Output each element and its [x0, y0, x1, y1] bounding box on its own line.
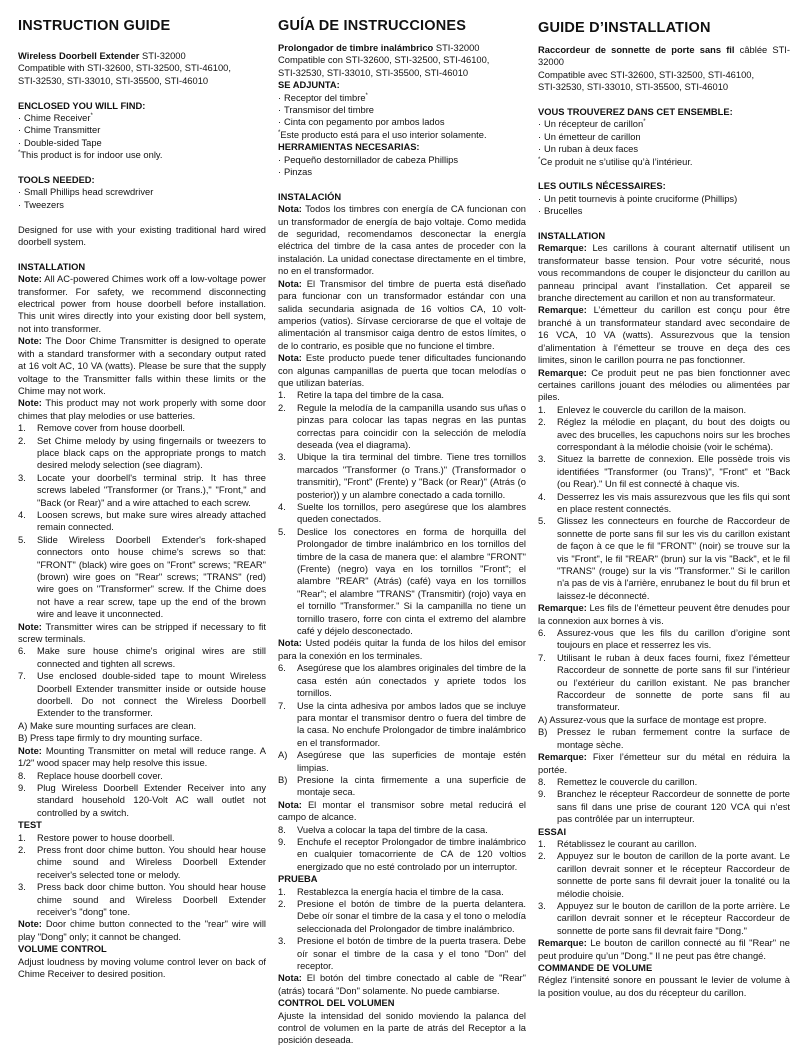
english-volume-heading: VOLUME CONTROL	[18, 944, 107, 955]
spanish-volume-text: Ajuste la intensidad del sonido moviendo la palanca del control de volumen en la parte de atrás del Receptor a la posición deseada.	[278, 1010, 526, 1046]
spanish-compat-line-1: Compatible con STI-32600, STI-32500, STI-46100,	[278, 55, 490, 66]
french-install-heading: INSTALLATION	[538, 231, 606, 242]
spanish-tools-heading: HERRAMIENTAS NECESARIAS:	[278, 142, 420, 153]
install-step: 6. Assurez-vous que les fils du carillon d’origine sont toujours en place et resserrez les vis.	[538, 628, 790, 651]
test-step: 2. Press front door chime button. You should hear house chime sound and Wireless Doorbell Extender receiver's selected tone or melody.	[18, 844, 266, 880]
install-step: 8. Replace house doorbell cover.	[18, 770, 163, 781]
french-note-3: Remarque: Ce produit peut ne pas bien fonctionner avec certaines carillons jouant des mélodies ou alimentées par piles.	[538, 367, 790, 403]
english-note-5: Note: Mounting Transmitter on metal will reduce range. A 1/2" wood spacer may help resolve this issue.	[18, 745, 266, 769]
install-step: 2. Regule la melodía de la campanilla usando sus uñas o pinzas para colocar las tapas negras en las puntas correctas para coincidir con la selección de melodía deseada (vea el diagrama).	[278, 402, 526, 450]
install-step: 1. Retire la tapa del timbre de la casa.	[278, 390, 444, 401]
english-test-heading: TEST	[18, 820, 42, 831]
english-sub-a: A) Make sure mounting surfaces are clean.	[18, 720, 197, 731]
french-product-model: câblée STI-32000	[538, 45, 790, 68]
english-column	[18, 18, 266, 980]
test-step: 1. Restablezca la energía hacia el timbre de la casa.	[278, 886, 504, 897]
install-step: 1. Enlevez le couvercle du carillon de la maison.	[538, 404, 747, 415]
english-tools-heading: TOOLS NEEDED:	[18, 175, 95, 186]
french-indoor-note: *Ce produit ne s’utilise qu’à l’intérieur.	[538, 156, 693, 167]
list-item: · Pinzas	[278, 167, 313, 178]
install-step: 7. Use la cinta adhesiva por ambos lados que se incluye para montar el transmisor dentro o fuera del timbre de la casa. No enchufe Prolongador de timbre inalámbrico en el transformador.	[278, 700, 526, 748]
spanish-sub-b: B) Presione la cinta firmemente a una superficie de montaje seca.	[278, 774, 526, 798]
french-note-2: Remarque: L’émetteur du carillon est conçu pour être branché à un transformateur standard avec secondaire de 16 VCA, 10 VA (watts). Assurezvous que la tension d’alimentation à l’émetteur se trouve en deça des ces limites, sinon le carillon pourra ne pas fonctionner.	[538, 305, 790, 366]
english-design-text: Designed for use with your existing traditional hard wired doorbell system.	[18, 224, 266, 248]
list-item: · Un ruban à deux faces	[538, 144, 639, 155]
install-step: 5. Glissez les connecteurs en fourche de Raccordeur de sonnette de porte sans fil sur les vis du carillon existant de façon à ce que le fil "FRONT" (noir) se trouve sur la vis "Front", le fil "REAR" (brun) sur la vis "Back", et le fil "TRANS" (rouge) sur la vis "Transformer." Si le carillon n'a pas de vis à l'arrière, enrubanez le bout du fil brun et laissez-le déconnecté.	[538, 516, 790, 601]
english-volume-text: Adjust loudness by moving volume control lever on back of Chime Receiver to desired position.	[18, 956, 266, 979]
english-compat-line-2: STI-32530, STI-33010, STI-35500, STI-46010	[18, 75, 209, 86]
list-item: · Tweezers	[18, 199, 64, 210]
list-item: · Un petit tournevis à pointe cruciforme (Phillips)	[538, 193, 738, 204]
install-step: 3. Locate your doorbell's terminal strip. It has three screws labeled "Transformer (or Trans.)," "Front," and "Back (or Rear)" and a wire attached to each screw.	[18, 472, 266, 508]
english-product-line	[18, 50, 266, 62]
spanish-product-name: Prolongador de timbre inalámbrico	[278, 43, 434, 53]
french-compat-line-2: STI-32530, STI-33010, STI-35500, STI-46010	[538, 82, 729, 93]
install-step: 9. Plug Wireless Doorbell Extender Receiver into any standard household 120-Volt AC wall outlet not controlled by a switch.	[18, 782, 266, 818]
install-step: 5. Slide Wireless Doorbell Extender's fork-shaped connectors onto house chime's screws so that: "FRONT" (black) wire goes on "Front" screws; "REAR" (brown) wire goes on "Rear" screws; "TRANS" (red) wire goes on "Transformer" screw. If the Chime does not have a rear screw, tape up the end of the brown wire and leave it unconnected.	[18, 534, 266, 620]
test-step: 3. Appuyez sur le bouton de carillon de la porte arrière. Le carillon devrait sonner et le récepteur Raccordeur de sonnette de porte sans fil devrait faire "Dong."	[538, 900, 790, 936]
french-column	[538, 18, 790, 999]
french-product-name: Raccordeur de sonnette de porte sans fil	[538, 45, 735, 55]
spanish-note-6: Nota: El botón del timbre conectado al cable de "Rear" (atrás) tocará "Don" solamente. No puede cambiarse.	[278, 973, 526, 996]
install-step: 1. Remove cover from house doorbell.	[18, 423, 186, 434]
spanish-product-model: STI-32000	[435, 43, 480, 53]
test-step: 2. Presione el botón de timbre de la puerta delantera. Debe oír sonar el timbre de la casa y el tono o melodía seleccionada del Prolongador de timbre inalámbrico.	[278, 899, 526, 934]
spanish-indoor-note: *Este producto está para el uso interior solamente.	[278, 129, 487, 140]
english-enclosed-heading: ENCLOSED YOU WILL FIND:	[18, 100, 146, 111]
list-item: · Pequeño destornillador de cabeza Phillips	[278, 154, 459, 165]
test-step: 1. Restore power to house doorbell.	[18, 832, 175, 843]
french-title: GUIDE D’INSTALLATION	[538, 20, 711, 36]
french-note-5: Remarque: Fixer l’émetteur sur du métal en réduira la portée.	[538, 752, 790, 775]
spanish-sub-a: A) Asegúrese que las superficies de montaje estén limpias.	[278, 750, 526, 773]
english-sub-b: B) Press tape firmly to dry mounting surface.	[18, 733, 203, 744]
install-step: 2. Set Chime melody by using fingernails or tweezers to place black caps on the appropriate prongs to match desired melody selection (see diagram).	[18, 435, 266, 471]
english-note-2: Note: The Door Chime Transmitter is designed to operate with a standard transformer with a secondary output rated at 16 volt AC, 10 VA (watts). Please be sure that the supply voltage to the Transmitter falls within these limits or the Chime may not work.	[18, 336, 266, 396]
list-item: · Chime Receiver*	[18, 112, 93, 124]
english-indoor-note: *This product is for indoor use only.	[18, 150, 163, 161]
list-item: · Cinta con pegamento por ambos lados	[278, 117, 445, 128]
french-compat-line-1: Compatible avec STI-32600, STI-32500, STI-46100,	[538, 69, 755, 80]
install-step: 7. Use enclosed double-sided tape to mount Wireless Doorbell Extender transmitter inside or outside house doorbell. Do not connect the Wireless Doorbell Extender to the transformer.	[18, 671, 266, 719]
install-step: 9. Branchez le récepteur Raccordeur de sonnette de porte sans fil dans une prise de courant 120 VCA qui n’est pas contrôlée par un interrupteur.	[538, 789, 790, 825]
list-item: · Transmisor del timbre	[278, 105, 374, 116]
spanish-enclosed-heading: SE ADJUNTA:	[278, 80, 340, 91]
english-title: INSTRUCTION GUIDE	[18, 18, 171, 34]
english-product-name: Wireless Doorbell Extender	[18, 51, 140, 61]
french-sub-b: B) Pressez le ruban fermement contre la surface de montage sèche.	[538, 727, 790, 750]
spanish-note-2: Nota: El Transmisor del timbre de puerta está diseñado para funcionar con un transformador estándar con una salida secundaria asignada de 16 voltios CA, 10 volt-amperios (vatios). Sírvase cerciorarse de que el voltaje de alimentación al transmisor caiga dentro de estos límites, o de lo contrario, es posible que no funcione el timbre.	[278, 278, 526, 351]
install-step: 4. Desserrez les vis mais assurezvous que les fils qui sont en place restent connectés.	[538, 491, 790, 514]
spanish-note-1: Nota: Todos los timbres con energía de CA funcionan con un transformador de energía de bajo voltaje. Como medida de seguridad, recomendamos desconectar la energía eléctrica del timbre de la casa antes de proceder con la instalación. La unidad conectase directamente en el timbre, no en el transformador.	[278, 204, 526, 277]
spanish-column	[278, 18, 526, 1047]
list-item: · Brucelles	[538, 206, 583, 217]
list-item: · Double-sided Tape	[18, 137, 102, 148]
test-step: 2. Appuyez sur le bouton de carillon de la porte avant. Le carillon devrait sonner et le récepteur Raccordeur de sonnette de porte sans fil devrait jouer la tonalité ou la mélodie choisie.	[538, 851, 790, 899]
french-product-line	[538, 44, 790, 69]
test-step: 3. Presione el botón de timbre de la puerta trasera. Debe oír sonar el timbre de la casa y el tono "Don" del receptor.	[278, 936, 526, 972]
list-item: · Un récepteur de carillon*	[538, 119, 646, 130]
spanish-note-5: Nota: El montar el transmisor sobre metal reducirá el campo de alcance.	[278, 799, 526, 823]
install-step: 2. Réglez la mélodie en plaçant, du bout des doigts ou avec des brucelles, les capuchons noirs sur les broches correspondant à la mélodie choisie (voir le schéma).	[538, 417, 790, 452]
list-item: · Small Phillips head screwdriver	[18, 187, 154, 198]
install-step: 3. Ubique la tira terminal del timbre. Tiene tres tornillos marcados "Transformer (o Trans.)" (Transformador o transmitir), "Front" (Frente) y "Back (or Rear)" (Atrás (o posterior)) y un alambre conectado a cada tornillo.	[278, 452, 526, 500]
install-step: 6. Make sure house chime's original wires are still connected and tighten all screws.	[18, 646, 266, 669]
french-note-6: Remarque: Le bouton de carillon connecté au fil "Rear" ne peut produire qu’un "Dong." Il ne peut pas être changé.	[538, 938, 790, 961]
english-note-6: Note: Door chime button connected to the "rear" wire will play "Dong" only; it cannot be changed.	[18, 919, 266, 942]
test-step: 3. Press back door chime button. You should hear house chime sound and Wireless Doorbell Extender receiver's "dong" tone.	[18, 882, 266, 917]
spanish-note-3: Nota: Este producto puede tener dificultades funcionando con algunas campanillas de puerta que tocan melodías o que utilizan baterías.	[278, 353, 526, 388]
english-note-4: Note: Transmitter wires can be stripped if necessary to fit screw terminals.	[18, 621, 266, 645]
install-step: 5. Deslice los conectores en forma de horquilla del Prolongador de timbre inalámbrico en los tornillos del timbre de la casa de manera que: el alambre "FRONT" (Frente) (negro) vaya en los tornillos "Front"; el alambre "REAR" (Atrás) (café) vaya en los tornillos "Rear"; el alambre "TRANS" (Transmitir) (rojo) vaya en el tornillo "Transformer." Si la campanilla no tiene un tornillo trasero, forre con cinta el extremo del alambre café y déjelo desconectado.	[278, 526, 526, 637]
french-test-heading: ESSAI	[538, 826, 567, 837]
spanish-volume-heading: CONTROL DEL VOLUMEN	[278, 998, 395, 1009]
install-step: 9. Enchufe el receptor Prolongador de timbre inalámbrico en cualquier tomacorriente de CA de 120 voltios energizado que no esté controlado por un interruptor.	[278, 836, 526, 872]
install-step: 6. Asegúrese que los alambres originales del timbre de la casa estén aún conectados y apriete todos los tornillos.	[278, 663, 526, 699]
french-note-4: Remarque: Les fils de l’émetteur peuvent être denudes pour la connexion aux bornes à vis.	[538, 603, 790, 626]
english-product-model: STI-32000	[142, 51, 186, 61]
spanish-install-heading: INSTALACIÓN	[278, 191, 342, 202]
french-enclosed-heading: VOUS TROUVEREZ DANS CET ENSEMBLE:	[538, 107, 733, 118]
french-volume-text: Réglez l’intensité sonore en poussant le levier de volume à la position voulue, au dos du récepteur du carillon.	[538, 975, 790, 998]
spanish-product-line	[278, 42, 526, 54]
spanish-title: GUÍA DE INSTRUCCIONES	[278, 18, 467, 34]
english-compat-line-1: Compatible with STI-32600, STI-32500, STI-46100,	[18, 63, 231, 74]
french-sub-a: A) Assurez-vous que la surface de montage est propre.	[538, 714, 767, 725]
install-step: 4. Suelte los tornillos, pero asegúrese que los alambres queden conectados.	[278, 502, 526, 525]
english-note-3: Note: This product may not work properly with some door chimes that play melodies or use batteries.	[18, 398, 266, 421]
english-install-heading: INSTALLATION	[18, 261, 86, 272]
list-item: · Un émetteur de carillon	[538, 131, 641, 142]
french-note-1: Remarque: Les carillons à courant alternatif utilisent un transformateur basse tension. Pour votre sécurité, nous vous recommandons de couper le disjoncteur du carillon au panneau principal avant l’installation. Cet appareil se branche directement au carillon et non au transformateur.	[538, 243, 790, 304]
spanish-compat-line-2: STI-32530, STI-33010, STI-35500, STI-46010	[278, 67, 469, 78]
french-volume-heading: COMMANDE DE VOLUME	[538, 963, 653, 974]
english-note-1: Note: All AC-powered Chimes work off a low-voltage power transformer. For safety, we recommend disconnecting electrical power from house doorbell before installation. This unit wires directly into your existing door bell system, not into transformer.	[18, 274, 266, 334]
french-tools-heading: LES OUTILS NÉCESSAIRES:	[538, 181, 666, 192]
install-step: 8. Remettez le couvercle du carillon.	[538, 776, 698, 787]
list-item: · Receptor del timbre*	[278, 92, 368, 103]
install-step: 3. Situez la barrette de connexion. Elle possède trois vis identifiées "Transformer (ou Trans)", "Front" et "Back (ou Rear)." Un fil est connecté à chaque vis.	[538, 454, 790, 490]
spanish-note-4: Nota: Usted podéis quitar la funda de los hilos del emisor para la conexión en los terminales.	[278, 638, 526, 661]
install-step: 7. Utilisant le ruban à deux faces fourni, fixez l’émetteur Raccordeur de sonnette de porte sans fil sur l’intérieur ou l’extérieur du carillon existant. Ne pas brancher Raccordeur de sonnette de porte sans fil au transformateur.	[538, 652, 790, 713]
install-step: 4. Loosen screws, but make sure wires already attached remain connected.	[18, 509, 266, 533]
spanish-test-heading: PRUEBA	[278, 874, 318, 885]
install-step: 8. Vuelva a colocar la tapa del timbre de la casa.	[278, 824, 488, 835]
list-item: · Chime Transmitter	[18, 125, 101, 136]
test-step: 1. Rétablissez le courant au carillon.	[538, 838, 697, 849]
